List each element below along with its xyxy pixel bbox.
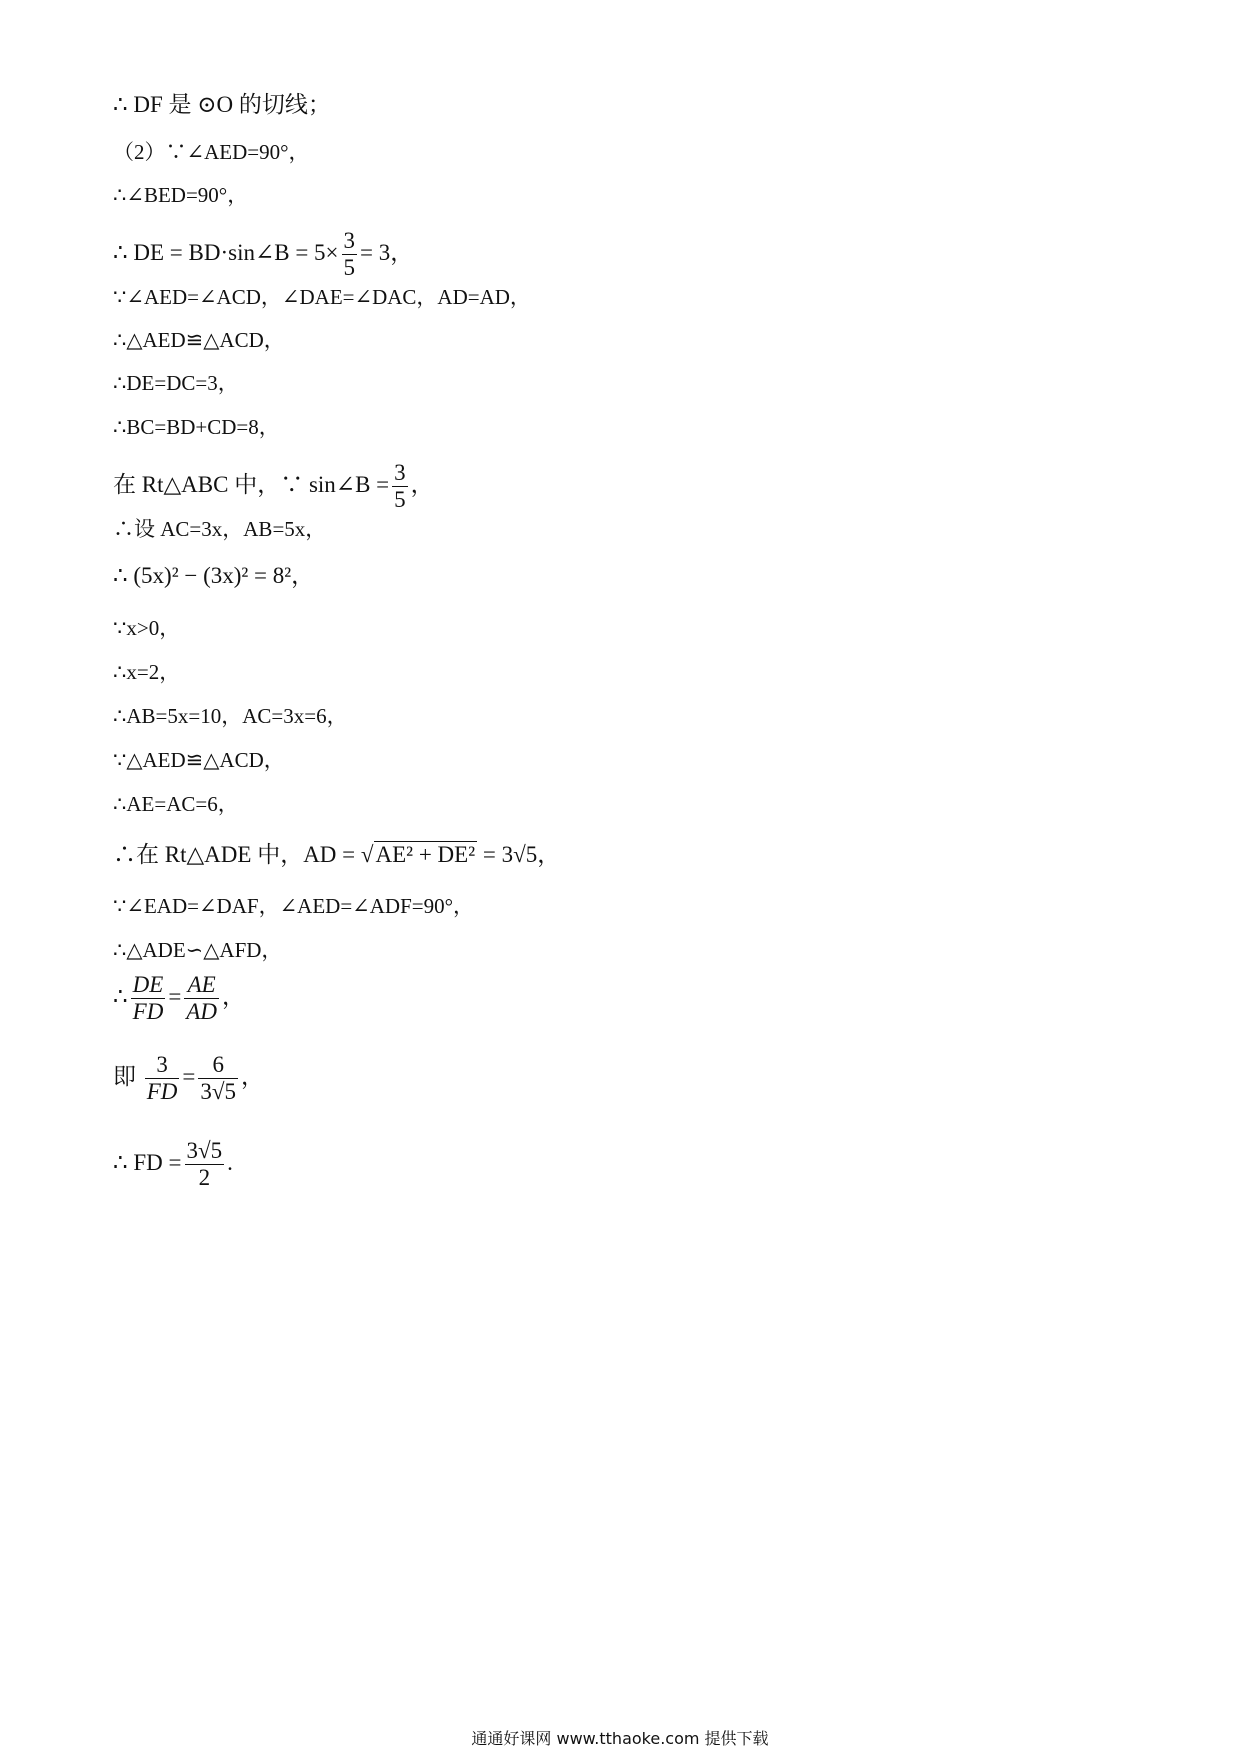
equals-sign: = — [182, 1063, 196, 1089]
fraction-3-over-5 — [392, 460, 408, 513]
fraction-numerator: DE — [132, 972, 164, 997]
line-20 — [113, 972, 245, 1025]
line-21-text: 即 — [113, 1063, 136, 1089]
line-10: ∴设 AC=3x，AB=5x， — [113, 517, 327, 541]
line-20-text: ∴ — [113, 983, 128, 1009]
line-4 — [113, 228, 413, 281]
line-17-text: ∴在 Rt△ADE 中，AD = — [113, 842, 356, 867]
fraction-numerator: 3 — [394, 460, 406, 485]
line-8: ∴BC=BD+CD=8， — [113, 415, 280, 439]
line-1: ∴ DF 是 ⊙O 的切线； — [113, 92, 331, 117]
line-9-text: 在 Rt△ABC 中，∵ sin∠B = — [113, 471, 390, 497]
line-6: ∴△AED≌△ACD， — [113, 328, 285, 352]
equals-sign: = — [168, 983, 182, 1009]
line-14: ∴AB=5x=10，AC=3x=6， — [113, 704, 348, 728]
line-2: （2）∵∠AED=90°， — [113, 140, 310, 164]
fraction-denominator: AD — [186, 999, 217, 1024]
line-11: ∴ (5x)² − (3x)² = 8²， — [113, 563, 315, 588]
line-3: ∴∠BED=90°， — [113, 183, 249, 207]
line-7: ∴DE=DC=3， — [113, 371, 239, 395]
line-9 — [113, 460, 434, 513]
line-13: ∴x=2， — [113, 660, 181, 684]
page-footer: 通通好课网 www.tthaoke.com 提供下载 — [471, 1729, 769, 1748]
fraction-denominator: 5 — [343, 255, 356, 280]
fraction-denominator: 5 — [394, 487, 406, 512]
fraction-numerator: AE — [184, 972, 219, 999]
line-9-tail: ， — [410, 471, 434, 497]
square-root: √AE² + DE² — [360, 842, 476, 867]
fraction-denominator: FD — [146, 1079, 178, 1104]
fraction-denominator: 2 — [198, 1165, 211, 1190]
line-5: ∵∠AED=∠ACD，∠DAE=∠DAC，AD=AD， — [113, 285, 531, 309]
line-4-tail: = 3， — [360, 239, 414, 265]
line-16: ∴AE=AC=6， — [113, 792, 239, 816]
fraction-denominator: FD — [132, 999, 164, 1024]
fraction-3-over-5 — [342, 228, 358, 281]
line-17-tail: = 3√5， — [482, 842, 561, 867]
line-21 — [113, 1052, 264, 1105]
line-22-tail: . — [227, 1149, 233, 1175]
fraction-denominator: 3√5 — [200, 1079, 237, 1104]
fraction-3root5-over-2 — [185, 1138, 225, 1191]
line-21-tail: ， — [241, 1063, 265, 1089]
fraction-6-over-3root5 — [198, 1052, 238, 1105]
radicand: AE² + DE² — [375, 842, 476, 867]
fraction-numerator: 3 — [145, 1052, 180, 1079]
line-20-tail: ， — [221, 983, 245, 1009]
fraction-de-over-fd — [131, 972, 166, 1025]
line-12: ∵x>0， — [113, 616, 181, 640]
fraction-ae-over-ad — [184, 972, 219, 1025]
fraction-numerator: 3 — [343, 228, 356, 253]
line-17 — [113, 840, 560, 870]
fraction-numerator: 3√5 — [186, 1138, 223, 1163]
line-4-text: ∴ DE = BD·sin∠B = 5× — [113, 239, 339, 265]
line-18: ∵∠EAD=∠DAF，∠AED=∠ADF=90°， — [113, 894, 475, 918]
line-19: ∴△ADE∽△AFD， — [113, 938, 283, 962]
line-15: ∵△AED≌△ACD， — [113, 748, 285, 772]
fraction-3-over-fd — [145, 1052, 180, 1105]
line-22 — [113, 1138, 233, 1191]
line-22-text: ∴ FD = — [113, 1149, 182, 1175]
fraction-numerator: 6 — [198, 1052, 238, 1079]
